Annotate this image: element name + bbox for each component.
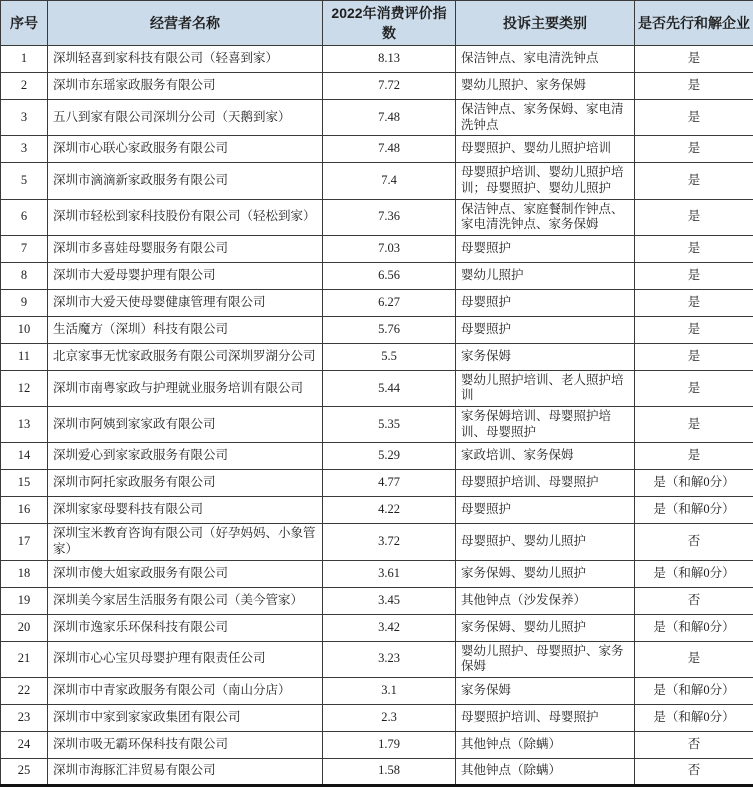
- col-header-index: 序号: [1, 1, 48, 46]
- cell-category: 母婴照护培训、母婴照护: [456, 704, 635, 731]
- table-row: [1, 136, 753, 163]
- table-row: [1, 370, 753, 406]
- cell-settlement: 是: [635, 100, 753, 136]
- cell-index: 20: [1, 614, 48, 641]
- cell-category: 家务保姆: [456, 677, 635, 704]
- cell-index: 22: [1, 677, 48, 704]
- cell-score: 6.27: [323, 289, 456, 316]
- cell-score: 3.42: [323, 614, 456, 641]
- cell-index: 1: [1, 46, 48, 73]
- table-row: [1, 199, 753, 235]
- cell-name: 深圳宝米教育咨询有限公司（好孕妈妈、小象管家）: [48, 524, 323, 560]
- table-body: [1, 46, 753, 786]
- cell-category: 其他钟点（除螨）: [456, 731, 635, 758]
- cell-score: 7.03: [323, 235, 456, 262]
- cell-index: 3: [1, 100, 48, 136]
- cell-category: 母婴照护: [456, 497, 635, 524]
- cell-settlement: 是: [635, 289, 753, 316]
- cell-category: 保洁钟点、家电清洗钟点: [456, 46, 635, 73]
- cell-score: 7.72: [323, 73, 456, 100]
- cell-score: 1.79: [323, 731, 456, 758]
- cell-name: 深圳市大爱天使母婴健康管理有限公司: [48, 289, 323, 316]
- cell-settlement: 是: [635, 199, 753, 235]
- cell-index: 11: [1, 343, 48, 370]
- cell-category: 其他钟点（沙发保养）: [456, 587, 635, 614]
- cell-category: 母婴照护: [456, 316, 635, 343]
- cell-settlement: 是: [635, 235, 753, 262]
- cell-category: 保洁钟点、家务保姆、家电清洗钟点: [456, 100, 635, 136]
- cell-settlement: 是: [635, 641, 753, 677]
- table-row: [1, 704, 753, 731]
- cell-name: 深圳家家母婴科技有限公司: [48, 497, 323, 524]
- cell-category: 保洁钟点、家庭餐制作钟点、家电清洗钟点、家务保姆: [456, 199, 635, 235]
- table-row: [1, 343, 753, 370]
- table-row: [1, 443, 753, 470]
- cell-name: 深圳市海豚汇沣贸易有限公司: [48, 758, 323, 785]
- table-row: [1, 497, 753, 524]
- cell-name: 五八到家有限公司深圳分公司（天鹅到家）: [48, 100, 323, 136]
- cell-index: 15: [1, 470, 48, 497]
- cell-category: 家务保姆: [456, 343, 635, 370]
- table-row: [1, 262, 753, 289]
- cell-index: 14: [1, 443, 48, 470]
- cell-index: 19: [1, 587, 48, 614]
- cell-category: 母婴照护: [456, 235, 635, 262]
- cell-index: 17: [1, 524, 48, 560]
- cell-index: 9: [1, 289, 48, 316]
- cell-score: 2.3: [323, 704, 456, 731]
- cell-category: 婴幼儿照护: [456, 262, 635, 289]
- cell-settlement: 是（和解0分）: [635, 497, 753, 524]
- cell-settlement: 否: [635, 587, 753, 614]
- cell-name: 深圳市轻松到家科技股份有限公司（轻松到家）: [48, 199, 323, 235]
- cell-settlement: 是（和解0分）: [635, 704, 753, 731]
- cell-index: 21: [1, 641, 48, 677]
- table-row: [1, 758, 753, 785]
- cell-score: 4.77: [323, 470, 456, 497]
- cell-settlement: 是（和解0分）: [635, 470, 753, 497]
- cell-name: 深圳市多喜娃母婴服务有限公司: [48, 235, 323, 262]
- cell-index: 24: [1, 731, 48, 758]
- cell-name: 深圳市阿托家政服务有限公司: [48, 470, 323, 497]
- cell-index: 3: [1, 136, 48, 163]
- table-row: [1, 100, 753, 136]
- table-row: [1, 524, 753, 560]
- col-header-name: 经营者名称: [48, 1, 323, 46]
- cell-score: 7.4: [323, 163, 456, 199]
- cell-category: 婴幼儿照护培训、老人照护培训: [456, 370, 635, 406]
- cell-index: 13: [1, 407, 48, 443]
- cell-score: 7.36: [323, 199, 456, 235]
- cell-score: 3.23: [323, 641, 456, 677]
- cell-score: 8.13: [323, 46, 456, 73]
- table-row: [1, 470, 753, 497]
- cell-name: 深圳市逸家乐环保科技有限公司: [48, 614, 323, 641]
- cell-settlement: 否: [635, 758, 753, 785]
- cell-index: 16: [1, 497, 48, 524]
- cell-category: 家务保姆、婴幼儿照护: [456, 560, 635, 587]
- cell-category: 家政培训、家务保姆: [456, 443, 635, 470]
- cell-score: 5.44: [323, 370, 456, 406]
- cell-name: 北京家事无忧家政服务有限公司深圳罗湖分公司: [48, 343, 323, 370]
- cell-name: 深圳市吸无霸环保科技有限公司: [48, 731, 323, 758]
- cell-category: 母婴照护培训、母婴照护: [456, 470, 635, 497]
- table-header: [1, 1, 753, 46]
- cell-settlement: 是: [635, 136, 753, 163]
- table-row: [1, 587, 753, 614]
- cell-settlement: 是: [635, 370, 753, 406]
- cell-score: 5.35: [323, 407, 456, 443]
- cell-settlement: 是: [635, 443, 753, 470]
- cell-name: 深圳市心联心家政服务有限公司: [48, 136, 323, 163]
- table-row: [1, 641, 753, 677]
- cell-index: 10: [1, 316, 48, 343]
- cell-name: 深圳市傻大姐家政服务有限公司: [48, 560, 323, 587]
- cell-name: 深圳市滴滴新家政服务有限公司: [48, 163, 323, 199]
- cell-score: 1.58: [323, 758, 456, 785]
- cell-score: 7.48: [323, 136, 456, 163]
- cell-name: 深圳美今家居生活服务有限公司（美今管家）: [48, 587, 323, 614]
- table-row: [1, 560, 753, 587]
- table-row: [1, 407, 753, 443]
- cell-index: 18: [1, 560, 48, 587]
- cell-index: 25: [1, 758, 48, 785]
- cell-settlement: 是（和解0分）: [635, 677, 753, 704]
- cell-score: 5.29: [323, 443, 456, 470]
- cell-settlement: 是: [635, 262, 753, 289]
- cell-settlement: 是（和解0分）: [635, 560, 753, 587]
- table-row: [1, 614, 753, 641]
- cell-score: 7.48: [323, 100, 456, 136]
- table-row: [1, 163, 753, 199]
- cell-category: 母婴照护、婴幼儿照护: [456, 524, 635, 560]
- col-header-category: 投诉主要类别: [456, 1, 635, 46]
- table-row: [1, 235, 753, 262]
- cell-name: 深圳轻喜到家科技有限公司（轻喜到家）: [48, 46, 323, 73]
- cell-name: 深圳市东瑶家政服务有限公司: [48, 73, 323, 100]
- header-row: [1, 1, 753, 46]
- cell-index: 6: [1, 199, 48, 235]
- cell-score: 5.5: [323, 343, 456, 370]
- cell-name: 深圳爱心到家家政服务有限公司: [48, 443, 323, 470]
- cell-score: 3.1: [323, 677, 456, 704]
- cell-name: 深圳市大爱母婴护理有限公司: [48, 262, 323, 289]
- cell-name: 深圳市阿姨到家家政有限公司: [48, 407, 323, 443]
- cell-index: 23: [1, 704, 48, 731]
- cell-index: 2: [1, 73, 48, 100]
- cell-index: 8: [1, 262, 48, 289]
- table-row: [1, 316, 753, 343]
- cell-score: 3.45: [323, 587, 456, 614]
- cell-settlement: 是（和解0分）: [635, 614, 753, 641]
- cell-name: 深圳市南粤家政与护理就业服务培训有限公司: [48, 370, 323, 406]
- cell-name: 深圳市中家到家家政集团有限公司: [48, 704, 323, 731]
- table-row: [1, 46, 753, 73]
- cell-settlement: 否: [635, 524, 753, 560]
- cell-settlement: 否: [635, 731, 753, 758]
- cell-category: 母婴照护培训、婴幼儿照护培训；母婴照护、婴幼儿照护: [456, 163, 635, 199]
- cell-category: 家务保姆培训、母婴照护培训、母婴照护: [456, 407, 635, 443]
- cell-settlement: 是: [635, 46, 753, 73]
- cell-name: 深圳市中青家政服务有限公司（南山分店）: [48, 677, 323, 704]
- table-row: [1, 73, 753, 100]
- cell-name: 生活魔方（深圳）科技有限公司: [48, 316, 323, 343]
- cell-index: 12: [1, 370, 48, 406]
- cell-score: 5.76: [323, 316, 456, 343]
- cell-settlement: 是: [635, 316, 753, 343]
- cell-category: 母婴照护: [456, 289, 635, 316]
- table-row: [1, 289, 753, 316]
- cell-category: 母婴照护、婴幼儿照护培训: [456, 136, 635, 163]
- cell-category: 婴幼儿照护、家务保姆: [456, 73, 635, 100]
- table-row: [1, 677, 753, 704]
- cell-name: 深圳市心心宝贝母婴护理有限责任公司: [48, 641, 323, 677]
- cell-settlement: 是: [635, 407, 753, 443]
- cell-score: 3.72: [323, 524, 456, 560]
- cell-settlement: 是: [635, 343, 753, 370]
- cell-index: 7: [1, 235, 48, 262]
- col-header-settlement: 是否先行和解企业: [635, 1, 753, 46]
- cell-category: 家务保姆、婴幼儿照护: [456, 614, 635, 641]
- cell-score: 6.56: [323, 262, 456, 289]
- col-header-score: 2022年消费评价指数: [323, 1, 456, 46]
- cell-index: 5: [1, 163, 48, 199]
- cell-score: 3.61: [323, 560, 456, 587]
- cell-settlement: 是: [635, 73, 753, 100]
- cell-settlement: 是: [635, 163, 753, 199]
- table-row: [1, 731, 753, 758]
- cell-score: 4.22: [323, 497, 456, 524]
- cell-category: 婴幼儿照护、母婴照护、家务保姆: [456, 641, 635, 677]
- cell-category: 其他钟点（除螨）: [456, 758, 635, 785]
